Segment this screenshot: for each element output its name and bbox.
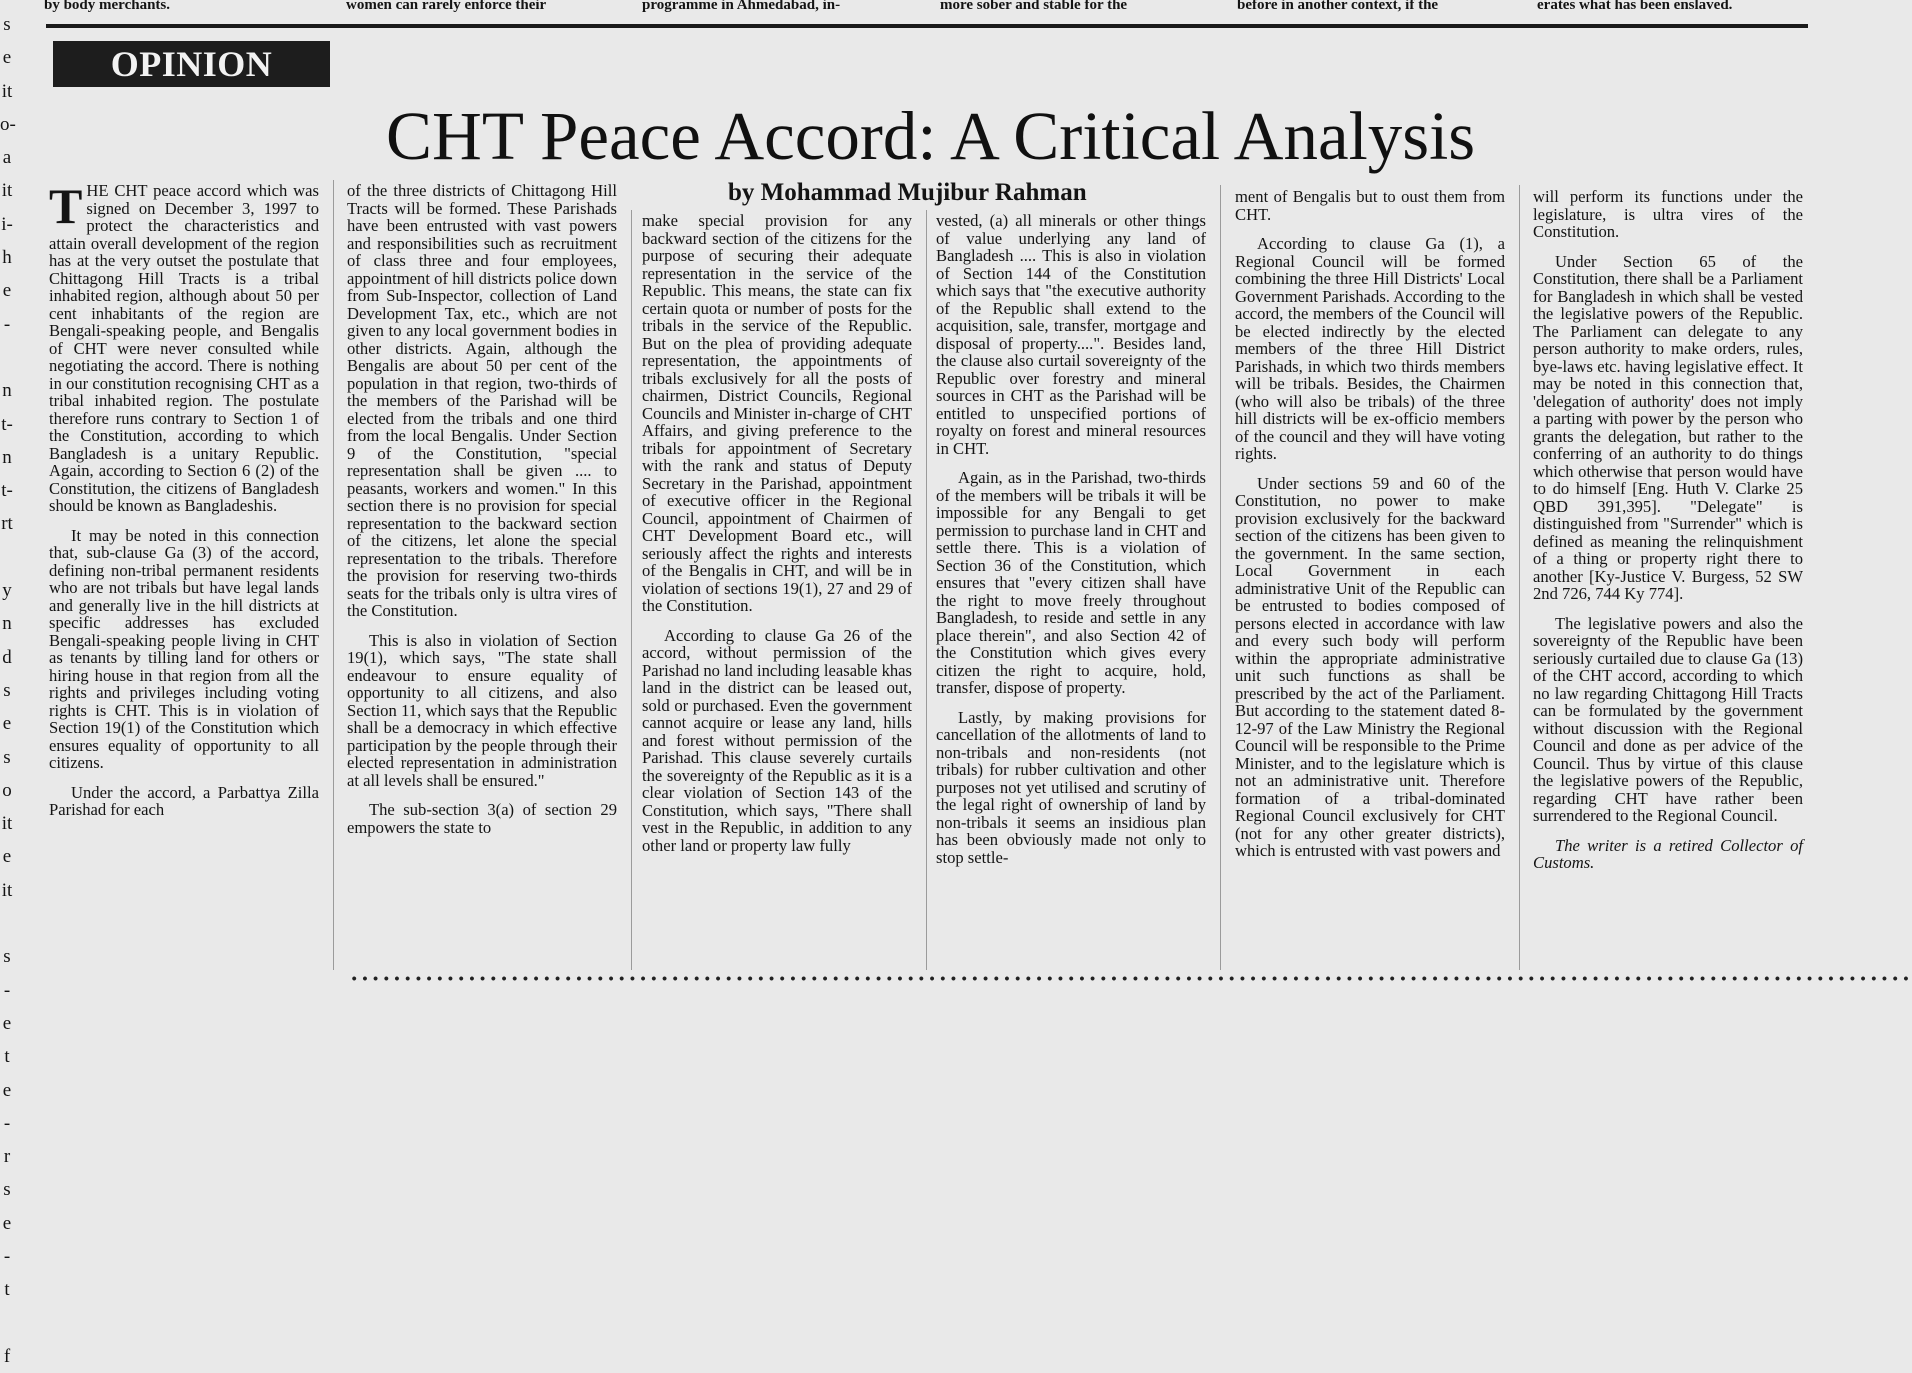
paragraph: make special provision for any backward section of the citizens for the purpose of securing their adequate representation in the service of the Republic. This means, the state can fix certain quota or number of posts for the tribals in the service of the Republic. But on the plea of providing adequate representation, the appointments of tribals exclusively for all the posts of chairmen, District Councils, Regional Councils and Minister in-charge of CHT Affairs, and giving preference to the tribals for appointment of Secretary with the rank and status of Deputy Secretary in the Parishad, appointment of executive officer in the Regional Council, appointment of Chairmen of CHT Development Board etc., will seriously affect the rights and interests of the Bengalis in CHT, and will be in violation of sections 19(1), 27 and 29 of the Constitution. [642,211,912,615]
edge-letter: it [1,80,13,102]
edge-letter: e [2,1079,12,1101]
prev-line-1: by body merchants. [44,0,170,13]
article-column-4 [936,212,1206,972]
edge-letter: e [2,47,12,69]
lead-paragraph-text: HE CHT peace accord which was signed on December 3, 1997 to protect the characteristics and attain overall development of the region has at the very outset the postulate that Chittagong Hill Tracts is a tribal inhabited region, although about 50 per cent inhabitants of the region are Bengali-speaking people, and Bengalis of CHT were never consulted while negotiating the accord. There is nothing in our constitution recognising CHT as a tribal inhabited region. The postulate therefore runs contrary to Section 1 of the Constitution, according to which Bangladesh is a unitary Republic. Again, according to Section 6 (2) of the Constitution, the citizens of Bangladesh should be known as Bangladeshis. [49,181,319,515]
paragraph: The sub-section 3(a) of section 29 empowers the state to [347,800,617,837]
column-divider [1220,185,1221,970]
column-divider [333,180,334,970]
dotted-rule: •••••••••••••••••••••••••••••••••••••••••••••••••••••••••••••••••••••••••••••••••••••••••••••••••••••••••••••••••••••••••••••••••••••••••••••••••• [350,972,1912,988]
column-divider [926,210,927,970]
edge-letter: e [2,280,12,302]
paragraph: vested, (a) all minerals or other things of value underlying any land of Bangladesh .... This is also in violation of Section 144 of the Constitution which says that "the executive authority of the Republic shall extend to the acquisition, sale, transfer, mortgage and disposal of property....". Besides land, the clause also curtail sovereignty of the Republic over forestry and mineral sources in CHT as the Parishad will be entitled to unspecified portions of royalty on forest and mineral resources in CHT. [936,211,1206,458]
paragraph: The legislative powers and also the sovereignty of the Republic have been seriously curtailed due to clause Ga (13) of the CHT accord, according to which no law regarding Chittagong Hill Tracts can be formulated by the government without discussion with the Regional Council and done as per advice of the Council. Thus by virtue of this clause the legislative powers of the Republic, regarding CHT have rather been surrendered to the Regional Council. [1533,613,1803,825]
paragraph: According to clause Ga 26 of the accord, without permission of the Parishad no land including leasable khas land in the district can be leased out, sold or purchased. Even the government cannot acquire or lease any land, hills and forest without permission of the Parishad. This clause severely curtails the sovereignty of the Republic as it is a clear violation of Section 143 of the Constitution, which says, "There shall vest in the Republic, in addition to any other land or property law fully [642,625,912,855]
edge-letter [0,1307,14,1340]
edge-letter: it [1,180,13,202]
edge-letter: s [3,14,11,35]
article-column-5 [1235,188,1505,973]
paragraph: Again, as in the Parishad, two-thirds of the members will be tribals it will be impossible for any Bengali to get permission to purchase land in CHT and settle there. This is a violation of Section 36 of the Constitution, which ensures that "every citizen shall have the right to move freely throughout Bangladesh, to reside and settle in any place therein", and also Section 42 of the Constitution which gives every citizen the right to acquire, hold, transfer, dispose of property. [936,468,1206,697]
edge-letter: n [2,613,12,635]
edge-letter: n [2,446,12,468]
edge-letter: - [3,313,11,335]
article-column-3 [642,212,912,972]
top-rule [46,24,1808,28]
edge-letter: d [2,646,12,668]
prev-line-4: more sober and stable for the [940,0,1128,13]
edge-letter: n [2,380,12,402]
prev-line-6: erates what has been enslaved. [1537,0,1733,13]
edge-letter: f [3,1345,11,1367]
author-note: The writer is a retired Collector of Customs. [1533,835,1803,872]
edge-letter [0,541,14,574]
edge-letter: t [4,1279,10,1301]
edge-letter: s [3,746,11,768]
edge-letter: it [1,813,13,835]
edge-letter: e [2,713,12,735]
edge-letter: - [3,979,11,1001]
article-column-1 [49,178,319,972]
drop-cap: T [49,178,83,234]
edge-letter: h [2,247,12,269]
prev-line-3: programme in Ahmedabad, in- [642,0,841,13]
edge-letter: i- [1,213,13,235]
edge-letter: e [2,1012,12,1034]
paragraph: Lastly, by making provisions for cancellation of the allotments of land to non-tribals and non-residents (not tribals) for rubber cultivation and other purposes not yet utilised and scrutiny of the legal right of ownership of land by non-tribals it seems an insidious plan has been obviously made not only to stop settle- [936,707,1206,867]
column-divider [1519,185,1520,970]
edge-letter: t- [1,480,13,502]
edge-letter: rt [1,513,13,535]
edge-letter: s [3,1179,11,1201]
edge-letter: o- [0,113,16,135]
article-column-2 [347,182,617,972]
edge-letter [0,341,14,374]
paragraph: According to clause Ga (1), a Regional Council will be formed combining the three Hill Districts' Local Government Parishads. According to the accord, the members of the Council will be elected indirectly by the elected members of the three Hill District Parishads, in which two thirds members will be tribals. Besides, the Chairmen (who will also be tribals) of the three hill districts will be ex-officio members of the council and they will have voting rights. [1235,234,1505,463]
paragraph: Under Section 65 of the Constitution, there shall be a Parliament for Bangladesh in which shall be vested the legislative powers of the Republic. The Parliament can delegate to any person authority to make orders, rules, bye-laws etc. having legislative effect. It may be noted in this connection that, 'delegation of authority' does not imply a parting with power by the person who grants the delegation, but rather to the conferring of an authority to do things which otherwise that person would have to do himself [Eng. Huth V. Clarke 25 QBD 391,395]. "Delegate" is distinguished from "Surrender" which is defined as meaning the relinquishment of a thing or property right there to another [Ky-Justice V. Burgess, 52 SW 2nd 726, 744 Ky 774]. [1533,251,1803,603]
edge-letter: y [2,580,12,602]
previous-article-tail [0,0,1859,16]
edge-letter [0,907,14,940]
edge-letter: e [2,846,12,868]
left-edge-fragments [0,8,16,1367]
edge-letter: - [3,1245,11,1267]
edge-letter: a [2,147,12,169]
byline: by Mohammad Mujibur Rahman [728,179,1087,206]
edge-letter: s [3,679,11,701]
paragraph: It may be noted in this connection that, sub-clause Ga (3) of the accord, defining non-tribal permanent residents who are not tribals but have legal lands and generally live in the hill districts at specific addresses has excluded Bengali-speaking people living in CHT as tenants by tilling land for others or hiring house in that region from all the rights and privileges including voting rights is CHT. This is in violation of Section 19(1) of the Constitution which ensures equality of opportunity to all citizens. [49,525,319,772]
edge-letter: it [1,879,13,901]
paragraph: of the three districts of Chittagong Hill Tracts will be formed. These Parishads have been entrusted with vast powers and responsibilities such as recruitment of class three and four employees, appointment of hill districts police down from Sub-Inspector, collection of Land Development Tax, etc., which are not given to any local government bodies in other districts. Again, although the Bengalis are about 50 per cent of the population in that region, two-thirds of the members of the Parishad will be elected from the tribals and one third from the local Bengalis. Under Section 9 of the Constitution, "special representation shall be given .... to peasants, workers and women." In this section there is no provision for special representation to the backward section of the citizens, let alone the special representation to the tribals. Therefore the provision for reserving two-thirds seats for the tribals only is ultra vires of the Constitution. [347,181,617,620]
edge-letter: t- [1,413,13,435]
headline: CHT Peace Accord: A Critical Analysis [386,98,1476,174]
edge-letter: - [3,1112,11,1134]
paragraph: will perform its functions under the legislature, is ultra vires of the Constitution. [1533,187,1803,241]
edge-letter: r [3,1146,11,1168]
column-divider [631,210,632,970]
section-label: OPINION [53,41,330,87]
paragraph: This is also in violation of Section 19(1), which says, "The state shall endeavour to ensure equality of opportunity to all citizens, and also Section 11, which says that the Republic shall be a democracy in which effective participation by the people through their elected representation in administration at all levels shall be ensured." [347,630,617,790]
prev-line-2: women can rarely enforce their [346,0,547,13]
paragraph: Under sections 59 and 60 of the Constitution, no power to make provision exclusively for the backward section of the citizens has been given to the government. In the same section, Local Government in each administrative Unit of the Republic can be entrusted to bodies composed of persons elected in accordance with law and every such body will perform within the appropriate administrative unit such functions as shall be prescribed by the act of the Parliament. But according to the statement dated 8-12-97 of the Law Ministry the Regional Council will be responsible to the Prime Minister, and to the legislature which is not an administrative unit. Therefore formation of a tribal-dominated Regional Council exclusively for CHT (not for any other greater districts), which is entrusted with vast powers and [1235,473,1505,860]
edge-letter: o [2,779,12,801]
paragraph: Under the accord, a Parbattya Zilla Parishad for each [49,782,319,819]
lead-paragraph [49,178,319,515]
edge-letter: s [3,946,11,968]
edge-letter: t [4,1046,10,1068]
paragraph: ment of Bengalis but to oust them from CHT. [1235,187,1505,224]
article-column-6 [1533,188,1803,973]
prev-line-5: before in another context, if the [1237,0,1439,13]
edge-letter: e [2,1212,12,1234]
